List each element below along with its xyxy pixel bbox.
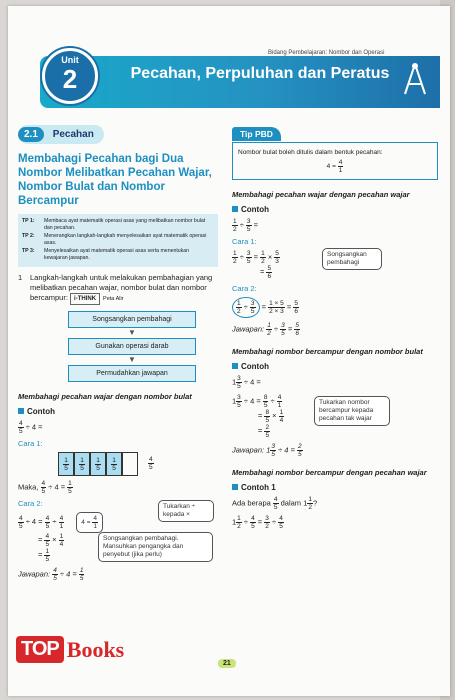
right-column [232,124,438,530]
method-2-working: $\frac{1}{2}$ ÷ $\frac{3}{5}$ = $\frac{1 \times 5}{2 \times 3}$ = $\frac{5}{6}$ [232,297,438,318]
example-expression: 1 $\frac{3}{5}$ ÷ 4 = [232,375,261,390]
method-1-working: $\frac{1}{2}$ ÷ $\frac{3}{5}$ = $\frac{1}{2}$ × $\frac{5}{3}$ Songsangkan pembahagi = $\frac{5}{6}$ [232,250,438,280]
callout-convert: Tukarkan ÷ kepada × [158,500,214,522]
example-label: Contoh [232,205,438,214]
compass-ruler-icon [400,62,430,96]
bar-cell: $\frac{1}{5}$ [74,452,90,476]
callout-box: 4 = $\frac{4}{1}$ [76,512,103,533]
unit-title: Pecahan, Perpuluhan dan Peratus [130,65,390,82]
textbook-page [8,6,450,696]
square-bullet-icon [18,408,24,414]
down-arrow-icon: ▼ [128,355,136,364]
left-column [18,124,218,582]
section-number: 2.1 [18,127,44,142]
down-arrow-icon: ▼ [128,328,136,337]
right-heading-3: Membahagi nombor bercampur dengan pecahan wajar [232,468,427,477]
page-number: 21 [218,659,236,668]
sub-heading: Membahagi pecahan wajar dengan nombor bulat [18,392,192,401]
square-bullet-icon [232,363,238,369]
tp-row: TP 3: Menyelesaikan ayat matematik operasi asas serta menentukan kewajaran jawapan. [22,248,190,261]
bar-cell [122,452,138,476]
flow-step: Songsangkan pembahagi [68,311,196,328]
tip-example: 4 = $\frac{4}{1}$ [326,159,343,174]
step-intro [18,273,218,305]
right-heading-2: Membahagi nombor bercampur dengan nombor bulat [232,347,423,356]
answer-line: Jawapan: $\frac{1}{2}$ ÷ $\frac{3}{5}$ = $\frac{5}{6}$ [232,322,299,337]
example-expression: $\frac{1}{2}$ ÷ $\frac{3}{5}$ = [233,218,259,233]
mixed-working: 1 $\frac{3}{5}$ ÷ 4 = $\frac{8}{5}$ ÷ $\frac{4}{1}$ Tukarkan nombor bercampur kepada pecahan tak wajar = $\frac{8}{5}$ × $\frac{1}{4}$ = $\frac{2}{5}$ [232,394,438,439]
callout-invert: Songsangkan pembahagi [322,248,382,270]
tp-row: TP 2: Menerangkan langkah-langkah menyelesaikan ayat matematik operasi asas. [22,233,207,246]
fraction-bar-model: $\frac{1}{5}$ $\frac{1}{5}$ $\frac{1}{5}$ $\frac{1}{5}$ $\frac{4}{5}$ [58,452,218,476]
ithink-label: Peta Alir [103,296,124,302]
unit-title-banner [40,56,440,108]
unit-word: Unit [61,55,79,65]
tip-label: Tip PBD [232,127,281,141]
tip-text: Nombor bulat boleh ditulis dalam bentuk pecahan: [238,149,383,156]
example-label: Contoh 1 [232,483,438,492]
example-label: Contoh [232,362,438,371]
answer-line: Jawapan: $\frac{4}{5}$ ÷ 4 = $\frac{1}{5}$ [18,567,84,582]
item-text: Langkah-langkah untuk melakukan pembahagian yang melibatkan pecahan wajar, nombor bulat dan nombor bercampur: [30,273,213,302]
method-2-label: Cara 2: [18,499,43,508]
method-2-working: $\frac{4}{5}$ ÷ 4 = $\frac{4}{5}$ ÷ $\frac{4}{1}$ 4 = $\frac{4}{1}$ Tukarkan ÷ kepada × = $\frac{4}{5}$ × $\frac{1}{4}$ Songsangkan pembahagi. Mansuhkan pengangka dan penyebut (jika perlu) = $\frac{1}{5}$ [18,512,218,563]
question-line: Ada berapa $\frac{4}{5}$ dalam 1 $\frac{1}{2}$ ? [232,496,318,511]
bar-cell: $\frac{1}{5}$ [106,452,122,476]
flow-map [68,311,196,382]
tp-row: TP 1: Membaca ayat matematik operasi asas yang melibatkan nombor bulat dan pecahan. [22,218,206,231]
tip-box [232,142,438,180]
flow-step: Gunakan operasi darab [68,338,196,355]
unit-number: 2 [62,64,78,94]
section-heading [18,125,104,144]
example-label: Contoh [18,407,218,416]
square-bullet-icon [232,484,238,490]
method-2-label: Cara 2: [232,284,257,293]
bar-cell: $\frac{1}{5}$ [90,452,106,476]
bar-cell: $\frac{1}{5}$ [58,452,74,476]
method-1-label: Cara 1: [232,237,257,246]
topic-heading: Membahagi Pecahan bagi Dua Nombor Melibatkan Pecahan Wajar, Nombor Bulat dan Nombor Bercampur [18,153,212,207]
callout-convert-mixed: Tukarkan nombor bercampur kepada pecahan tak wajar [314,396,390,426]
ithink-tag [70,293,123,305]
item-number: 1 [18,273,23,282]
question-working: 1 $\frac{1}{2}$ ÷ $\frac{4}{5}$ = $\frac{3}{2}$ ÷ $\frac{4}{5}$ [232,515,283,530]
logo-books: Books [66,636,125,662]
flow-step: Permudahkan jawapan [68,365,196,382]
right-heading-1: Membahagi pecahan wajar dengan pecahan wajar [232,190,410,199]
unit-badge [42,48,98,104]
answer-line: Jawapan: 1 $\frac{3}{5}$ ÷ 4 = $\frac{2}{5}$ [232,443,302,458]
topbooks-logo [16,636,124,663]
subject-line: Bidang Pembelajaran: Nombor dan Operasi [268,50,385,56]
square-bullet-icon [232,206,238,212]
ithink-badge: i-THINK [70,293,100,305]
learning-standards-box [18,214,218,267]
section-title: Pecahan [52,129,94,140]
logo-top: TOP [16,636,64,663]
callout-invert: Songsangkan pembahagi. Mansuhkan pengangka dan penyebut (jika perlu) [98,532,213,562]
method-1-label: Cara 1: [18,439,43,448]
example-expression: $\frac{4}{5}$ ÷ 4 = [19,420,43,435]
maka-line: Maka, $\frac{4}{5}$ ÷ 4 = $\frac{1}{5}$ [18,480,72,495]
